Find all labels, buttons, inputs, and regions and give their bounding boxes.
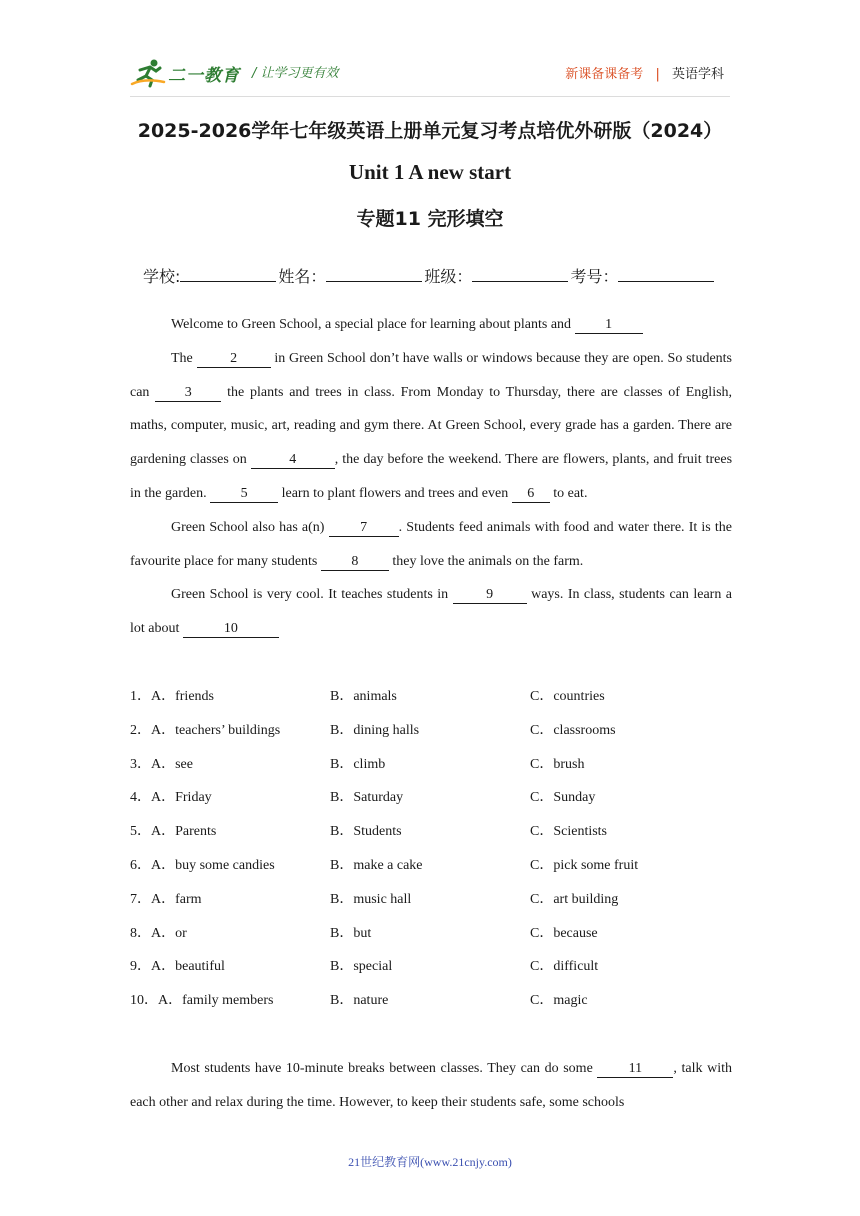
question-number: 5． (130, 824, 151, 840)
paragraph (130, 342, 732, 511)
option-row (130, 849, 732, 883)
school-label: 学校: (143, 267, 181, 286)
page-header (130, 52, 730, 97)
passage-text: they love the animals on the farm. (392, 553, 584, 569)
number-field[interactable] (618, 265, 714, 282)
option-b[interactable]: B．Saturday (330, 790, 404, 806)
passage-text: The (171, 350, 193, 366)
option-c[interactable]: C．Scientists (530, 824, 608, 840)
passage-text: ways. In class, students can learn a lot about (130, 587, 733, 637)
name-field[interactable] (326, 265, 422, 282)
blank-3[interactable]: 3 (155, 385, 221, 402)
option-row (130, 917, 732, 951)
answer-options (130, 680, 732, 1018)
class-field[interactable] (472, 265, 568, 282)
passage-text: to eat. (553, 485, 588, 501)
option-c[interactable]: C．difficult (530, 959, 599, 975)
option-row (130, 815, 732, 849)
option-b[interactable]: B．but (330, 925, 372, 941)
option-row (130, 883, 732, 917)
option-a[interactable]: A．buy some candies (151, 857, 275, 873)
option-b[interactable]: B．Students (330, 824, 402, 840)
question-number: 8． (130, 925, 151, 941)
name-label: 姓名： (278, 267, 327, 286)
slogan: / 让学习更有效 (252, 66, 339, 81)
runner-logo-icon (130, 58, 166, 88)
option-b[interactable]: B．music hall (330, 891, 412, 907)
option-b[interactable]: B．make a cake (330, 857, 423, 873)
paragraph (130, 578, 732, 646)
blank-6[interactable]: 6 (512, 486, 550, 503)
passage-two (130, 1052, 732, 1120)
passage-text: Green School is very cool. It teaches students in (171, 587, 449, 603)
option-c[interactable]: C．magic (530, 993, 588, 1009)
question-number: 7． (130, 891, 151, 907)
option-row (130, 714, 732, 748)
paragraph (130, 1052, 732, 1120)
passage-text: , the day before the weekend. There are flowers, plants, and fruit trees in the garden. (130, 452, 733, 501)
option-a[interactable]: A．friends (151, 689, 214, 704)
option-b[interactable]: B．animals (330, 689, 397, 704)
question-number: 1． (130, 689, 151, 704)
blank-9[interactable]: 9 (453, 587, 527, 604)
class-label: 班级： (424, 267, 473, 286)
option-row (130, 950, 732, 984)
option-a[interactable]: A．Parents (151, 824, 217, 840)
question-number: 3． (130, 756, 151, 772)
paragraph (130, 308, 732, 342)
logo-text: 二一教育 (168, 65, 240, 86)
blank-1[interactable]: 1 (575, 317, 643, 334)
option-c[interactable]: C．Sunday (530, 790, 596, 806)
passage-text: learn to plant flowers and trees and even (281, 485, 509, 501)
option-a[interactable]: A．or (151, 925, 187, 941)
number-label: 考号： (570, 267, 619, 286)
question-number: 9． (130, 959, 151, 975)
option-a[interactable]: A．teachers’ buildings (151, 722, 281, 738)
passage-text: in Green School don’t have walls or windows because they are open. So students can (130, 350, 733, 400)
passage-text: , talk with each other and relax during the time. However, to keep their students safe, some schools (130, 1061, 732, 1110)
blank-7[interactable]: 7 (329, 520, 399, 537)
paragraph (130, 511, 732, 579)
student-info-line (143, 264, 716, 287)
option-row (130, 680, 732, 714)
header-subject: 英语学科 (671, 67, 724, 82)
option-c[interactable]: C．pick some fruit (530, 857, 639, 873)
logo (130, 58, 240, 88)
passage-one (130, 308, 732, 646)
blank-5[interactable]: 5 (210, 486, 278, 503)
document-title: 2025-2026学年七年级英语上册单元复习考点培优外研版（2024） (137, 120, 723, 142)
option-row (130, 748, 732, 782)
header-separator: | (655, 67, 660, 82)
passage-text: Welcome to Green School, a special place for learning about plants and (171, 317, 572, 332)
topic-title: 专题11 完形填空 (356, 208, 504, 230)
option-c[interactable]: C．brush (530, 756, 585, 772)
option-c[interactable]: C．art building (530, 891, 619, 907)
option-b[interactable]: B．nature (330, 993, 389, 1009)
question-number: 6． (130, 857, 151, 873)
option-a[interactable]: A．family members (158, 993, 274, 1009)
blank-8[interactable]: 8 (321, 554, 389, 571)
option-row (130, 984, 732, 1018)
page-footer: 21世纪教育网(www.21cnjy.com) (348, 1155, 512, 1169)
option-b[interactable]: B．dining halls (330, 722, 420, 738)
header-right (565, 63, 724, 82)
option-b[interactable]: B．climb (330, 756, 386, 772)
question-number: 10． (130, 993, 158, 1009)
blank-4[interactable]: 4 (251, 452, 335, 469)
option-a[interactable]: A．farm (151, 891, 202, 907)
blank-10[interactable]: 10 (183, 621, 279, 638)
passage-text: Green School also has a(n) (171, 519, 325, 535)
option-a[interactable]: A．see (151, 756, 193, 772)
blank-11[interactable]: 11 (597, 1061, 673, 1078)
unit-title: Unit 1 A new start (348, 160, 512, 184)
option-c[interactable]: C．because (530, 925, 598, 941)
passage-text: the plants and trees in class. From Monday to Thursday, there are classes of English, maths, computer, music, art, reading and gym there. At Green School, every grade has a garden. There are gardening classes on (130, 384, 733, 468)
question-number: 4． (130, 790, 151, 806)
option-b[interactable]: B．special (330, 959, 393, 975)
question-number: 2． (130, 722, 151, 738)
option-c[interactable]: C．countries (530, 689, 605, 704)
option-a[interactable]: A．Friday (151, 790, 212, 806)
school-field[interactable] (180, 265, 276, 282)
option-a[interactable]: A．beautiful (151, 959, 225, 975)
header-label: 新课备课备考 (565, 67, 644, 82)
option-c[interactable]: C．classrooms (530, 722, 616, 738)
passage-text: Most students have 10-minute breaks between classes. They can do some (171, 1061, 593, 1076)
blank-2[interactable]: 2 (197, 351, 271, 368)
passage-text: . Students feed animals with food and water there. It is the favourite place for many students (130, 519, 733, 569)
option-row (130, 781, 732, 815)
